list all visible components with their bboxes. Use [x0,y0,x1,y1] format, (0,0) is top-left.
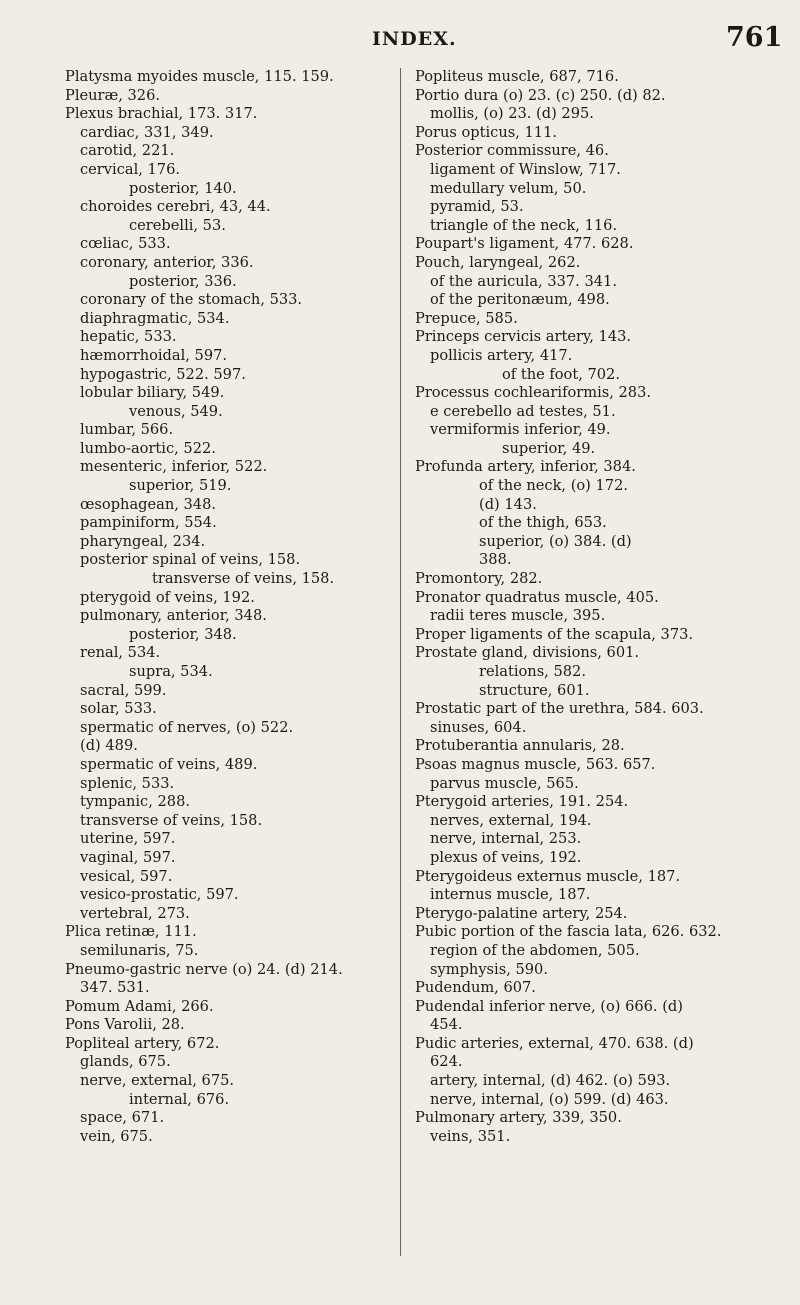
index-entry: region of the abdomen, 505. [430,941,640,959]
index-entry: of the neck, (o) 172. [479,477,629,495]
index-entry: Promontory, 282. [415,570,543,588]
index-column-right [415,68,749,1146]
index-entry: Processus cochleariformis, 283. [415,384,652,402]
index-entry: posterior, 336. [129,272,237,290]
index-entry: Pomum Adami, 266. [65,997,214,1015]
index-entry: superior, (o) 384. (d) [479,532,632,550]
index-entry: vein, 675. [80,1127,153,1145]
index-entry: Poupart's ligament, 477. 628. [415,235,634,253]
index-entry: Porus opticus, 111. [415,123,558,141]
page-header [0,22,800,62]
index-entry: space, 671. [80,1109,165,1127]
index-entry: cervical, 176. [80,160,181,178]
index-entry: nerve, internal, 253. [430,830,582,848]
index-entry: vesical, 597. [80,867,173,885]
index-entry: lumbar, 566. [80,421,174,439]
index-entry: nerves, external, 194. [430,811,592,829]
index-entry: internus muscle, 187. [430,886,591,904]
index-entry: relations, 582. [479,663,586,680]
index-entry: pharyngeal, 234. [80,532,206,550]
index-entry: pulmonary, anterior, 348. [80,607,267,625]
index-entry: spermatic of veins, 489. [80,755,258,773]
index-entry: renal, 534. [80,644,161,662]
index-entry: Psoas magnus muscle, 563. 657. [415,755,656,773]
index-entry: triangle of the neck, 116. [430,216,618,234]
index-entry: tympanic, 288. [80,793,191,811]
index-entry: of the thigh, 653. [479,514,607,532]
index-entry: pyramid, 53. [430,198,524,216]
index-entry: coronary, anterior, 336. [80,253,254,271]
index-entry: vesico-prostatic, 597. [80,886,239,904]
index-entry: Pulmonary artery, 339, 350. [415,1109,622,1127]
index-entry: venous, 549. [129,402,223,420]
index-entry: structure, 601. [479,681,590,699]
index-entry: Proper ligaments of the scapula, 373. [415,625,694,643]
index-entry: Pterygoideus externus muscle, 187. [415,867,681,885]
index-entry: Pterygoid arteries, 191. 254. [415,793,629,811]
index-entry: Prostate gland, divisions, 601. [415,644,640,662]
index-entry: carotid, 221. [80,142,175,160]
index-entry: Pronator quadratus muscle, 405. [415,588,659,606]
index-entry: hypogastric, 522. 597. [80,365,246,383]
index-entry: vaginal, 597. [80,848,176,866]
index-entry: 347. 531. [80,979,150,997]
index-entry: Pubic portion of the fascia lata, 626. 632. [415,923,722,941]
index-entry: posterior, 140. [129,179,237,197]
index-entry: Pudendal inferior nerve, (o) 666. (d) [415,997,683,1015]
index-entry: Popliteal artery, 672. [65,1034,220,1052]
index-entry: semilunaris, 75. [80,941,199,959]
index-entry: parvus muscle, 565. [430,774,579,792]
index-entry: of the auricula, 337. 341. [430,272,617,290]
index-entry: Posterior commissure, 46. [415,142,609,160]
index-entry: (d) 489. [80,737,138,755]
index-entry: Princeps cervicis artery, 143. [415,328,632,346]
index-entry: cardiac, 331, 349. [80,123,214,141]
index-entry: superior, 519. [129,477,232,495]
index-entry: œsophagean, 348. [80,495,216,513]
index-entry: posterior spinal of veins, 158. [80,551,301,569]
index-entry: Pons Varolii, 28. [65,1016,185,1034]
index-entry: 388. [479,551,512,569]
index-entry: of the foot, 702. [502,365,620,383]
index-entry: Prostatic part of the urethra, 584. 603. [415,700,704,718]
index-entry: transverse of veins, 158. [152,570,335,588]
column-divider [400,68,401,1256]
index-entry: (d) 143. [479,495,537,513]
index-entry: spermatic of nerves, (o) 522. [80,718,294,736]
index-entry: pampiniform, 554. [80,514,217,532]
index-entry: pollicis artery, 417. [430,346,573,364]
index-entry: sacral, 599. [80,681,167,699]
index-entry: Platysma myoides muscle, 115. 159. [65,68,334,85]
index-entry: cœliac, 533. [80,235,171,253]
index-entry: hæmorrhoidal, 597. [80,346,228,364]
index-entry: mollis, (o) 23. (d) 295. [430,105,594,123]
index-entry: symphysis, 590. [430,960,548,978]
index-entry: solar, 533. [80,700,157,718]
index-entry: supra, 534. [129,663,213,680]
index-entry: medullary velum, 50. [430,179,587,197]
index-entry: choroides cerebri, 43, 44. [80,198,271,216]
index-entry: Portio dura (o) 23. (c) 250. (d) 82. [415,86,666,104]
index-entry: diaphragmatic, 534. [80,309,230,327]
index-entry: Plica retinæ, 111. [65,923,197,941]
index-entry: cerebelli, 53. [129,216,226,234]
index-entry: e cerebello ad testes, 51. [430,402,616,420]
index-entry: mesenteric, inferior, 522. [80,458,268,476]
index-entry: Pouch, laryngeal, 262. [415,253,581,271]
index-entry: lobular biliary, 549. [80,384,225,402]
index-entry: Profunda artery, inferior, 384. [415,458,636,476]
index-entry: plexus of veins, 192. [430,848,582,866]
index-entry: transverse of veins, 158. [80,811,263,829]
index-entry: radii teres muscle, 395. [430,607,606,625]
index-entry: sinuses, 604. [430,718,527,736]
index-entry: 624. [430,1053,463,1071]
index-entry: veins, 351. [430,1127,511,1145]
index-entry: coronary of the stomach, 533. [80,291,303,309]
index-entry: nerve, internal, (o) 599. (d) 463. [430,1090,669,1108]
index-entry: splenic, 533. [80,774,175,792]
index-entry: ligament of Winslow, 717. [430,160,621,178]
index-entry: Plexus brachial, 173. 317. [65,105,258,123]
index-entry: glands, 675. [80,1053,171,1071]
index-entry: nerve, external, 675. [80,1072,235,1090]
index-entry: Pudendum, 607. [415,979,536,997]
index-entry: uterine, 597. [80,830,176,848]
index-entry: pterygoid of veins, 192. [80,588,255,606]
index-entry: superior, 49. [502,439,596,457]
index-entry: hepatic, 533. [80,328,177,346]
index-entry: Prepuce, 585. [415,309,518,327]
index-entry: Protuberantia annularis, 28. [415,737,625,755]
running-title: INDEX. [372,28,457,50]
index-entry: vermiformis inferior, 49. [430,421,611,439]
index-entry: Pudic arteries, external, 470. 638. (d) [415,1034,694,1052]
index-entry: lumbo-aortic, 522. [80,439,216,457]
index-entry: internal, 676. [129,1090,230,1108]
index-entry: artery, internal, (d) 462. (o) 593. [430,1072,671,1090]
index-entry: Popliteus muscle, 687, 716. [415,68,619,85]
index-entry: posterior, 348. [129,625,237,643]
page-number: 761 [726,22,783,53]
index-column-left [65,68,387,1146]
index-entry: Pleuræ, 326. [65,86,160,104]
index-entry: Pterygo-palatine artery, 254. [415,904,628,922]
index-entry: vertebral, 273. [80,904,190,922]
index-entry: of the peritonæum, 498. [430,291,610,309]
index-entry: Pneumo-gastric nerve (o) 24. (d) 214. [65,960,343,978]
index-entry: 454. [430,1016,463,1034]
